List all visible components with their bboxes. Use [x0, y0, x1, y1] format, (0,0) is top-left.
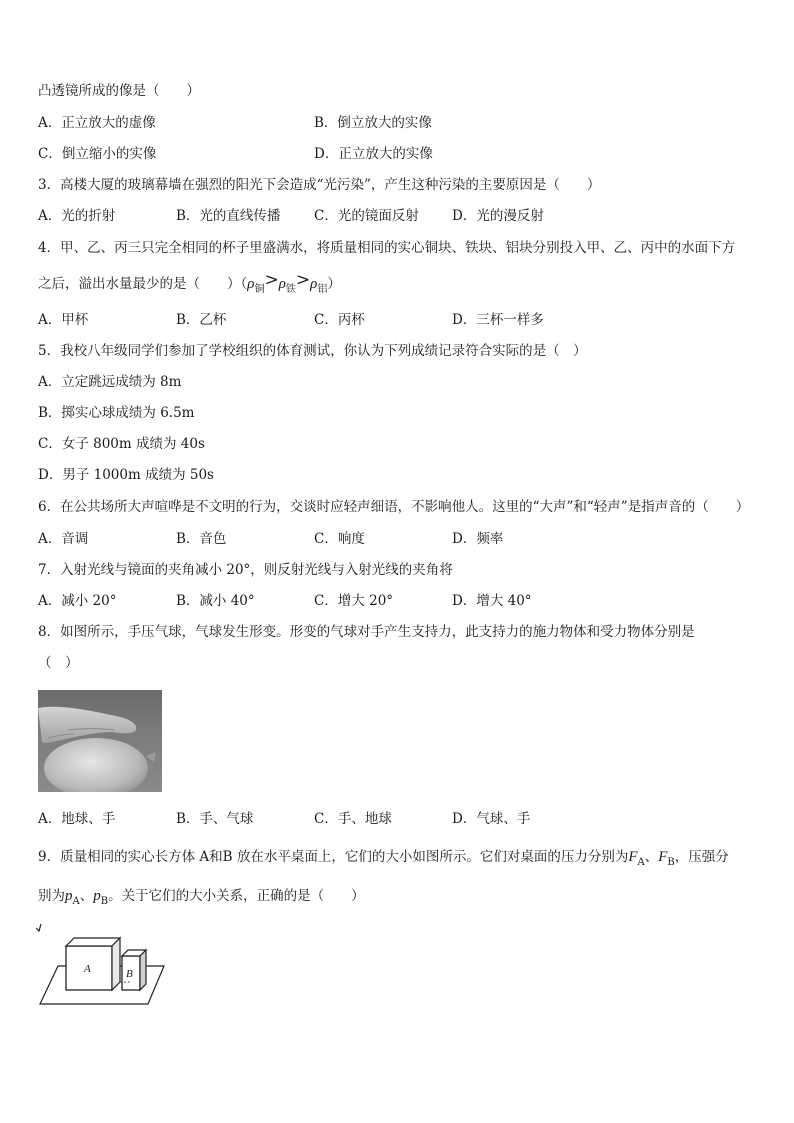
- rho-sub-iron: 铁: [285, 284, 296, 295]
- hand-pressing-balloon-photo: [38, 690, 162, 792]
- q7-option-c: C．增大 20°: [314, 593, 394, 609]
- greater-than: >: [295, 270, 311, 290]
- q9-stem-text: 9．质量相同的实心长方体 A和B 放在水平桌面上，它们的大小如图所示。它们对桌面的压力分别为: [38, 849, 629, 865]
- q3-option-d: D．光的漫反射: [452, 208, 544, 224]
- q7-option-b: B．减小 40°: [176, 593, 255, 609]
- q4-stem-line1: 4．甲、乙、丙三只完全相同的杯子里盛满水，将质量相同的实心铜块、铁块、铝块分别投入甲、乙、丙中的水面下方: [38, 240, 736, 256]
- rho-symbol: ρ: [278, 276, 286, 292]
- q2-option-d: D．正立放大的实像: [314, 146, 433, 162]
- q8-option-b: B．手、气球: [176, 811, 254, 827]
- q5-option-d: D．男子 1000m 成绩为 50s: [38, 467, 214, 483]
- q3-option-a: A．光的折射: [38, 208, 116, 224]
- pressure-sub-a: A: [72, 896, 80, 907]
- separator: 、: [79, 888, 94, 904]
- q4-option-b: B．乙杯: [176, 312, 227, 328]
- q7-option-d: D．增大 40°: [452, 593, 532, 609]
- label-b: B: [126, 968, 133, 980]
- force-symbol: F: [628, 849, 638, 865]
- separator: 、: [644, 849, 659, 865]
- q4-option-d: D．三杯一样多: [452, 312, 544, 328]
- q3-option-b: B．光的直线传播: [176, 208, 281, 224]
- pressure-sub-b: B: [100, 896, 109, 907]
- q8-option-d: D．气球、手: [452, 811, 531, 827]
- q4-stem-line2: [38, 270, 341, 295]
- q7-option-a: A．减小 20°: [38, 593, 117, 609]
- rho-sub-copper: 铜: [254, 284, 265, 295]
- rho-symbol: ρ: [247, 276, 255, 292]
- pressure-symbol: p: [65, 888, 73, 904]
- q4-option-c: C．丙杯: [314, 312, 365, 328]
- balloon-hand-illustration: [38, 690, 162, 792]
- q9-stem-text: 别为: [38, 888, 65, 904]
- q4-close-paren: ）: [327, 276, 341, 292]
- q4-option-a: A．甲杯: [38, 312, 89, 328]
- blocks-on-table-diagram: [36, 922, 168, 1010]
- q6-option-d: D．频率: [452, 531, 504, 547]
- q8-option-c: C．手、地球: [314, 811, 392, 827]
- q5-option-a: A．立定跳远成绩为 8m: [38, 374, 182, 390]
- rho-symbol: ρ: [310, 276, 318, 292]
- q8-option-a: A．地球、手: [38, 811, 116, 827]
- q6-option-b: B．音色: [176, 531, 227, 547]
- q9-stem-text-b: 。关于它们的大小关系，正确的是（ ）: [108, 888, 365, 904]
- q9-stem-line2: [38, 887, 365, 907]
- q6-option-c: C．响度: [314, 531, 365, 547]
- q6-stem: 6．在公共场所大声喧哗是不文明的行为，交谈时应轻声细语，不影响他人。这里的“大声”和“轻声”是指声音的（ ）: [38, 499, 750, 515]
- q2-option-b: B．倒立放大的实像: [314, 115, 432, 131]
- greater-than: >: [264, 270, 279, 290]
- label-a: A: [84, 963, 91, 975]
- q2-option-c: C．倒立缩小的实像: [38, 146, 157, 162]
- force-sub-a: A: [637, 857, 645, 868]
- q8-stem-line1: 8．如图所示，手压气球，气球发生形变。形变的气球对手产生支持力，此支持力的施力物体和受力物体分别是: [38, 624, 695, 640]
- q7-stem: 7．入射光线与镜面的夹角减小 20°，则反射光线与入射光线的夹角将: [38, 562, 453, 578]
- q5-stem: 5．我校八年级同学们参加了学校组织的体育测试，你认为下列成绩记录符合实际的是（ ）: [38, 343, 587, 359]
- q3-stem: 3．高楼大厦的玻璃幕墙在强烈的阳光下会造成“光污染”，产生这种污染的主要原因是（ ）: [38, 177, 601, 193]
- q2-stem: 凸透镜所成的像是（ ）: [38, 83, 200, 99]
- q6-option-a: A．音调: [38, 531, 89, 547]
- q3-option-c: C．光的镜面反射: [314, 208, 419, 224]
- q8-stem-line2: （ ）: [38, 655, 79, 671]
- q4-stem-text: 之后，溢出水量最少的是（ ）（: [38, 276, 248, 292]
- q9-stem-line1: [38, 848, 729, 868]
- q5-option-c: C．女子 800m 成绩为 40s: [38, 436, 205, 452]
- force-symbol: F: [658, 849, 668, 865]
- q9-stem-text-b: ，压强分: [674, 849, 729, 865]
- pressure-symbol: p: [93, 888, 101, 904]
- rho-sub-aluminum: 铝: [317, 284, 328, 295]
- blocks-diagram-svg: [36, 922, 168, 1010]
- force-sub-b: B: [667, 857, 675, 868]
- q5-option-b: B．掷实心球成绩为 6.5m: [38, 405, 195, 421]
- q2-option-a: A．正立放大的虚像: [38, 115, 156, 131]
